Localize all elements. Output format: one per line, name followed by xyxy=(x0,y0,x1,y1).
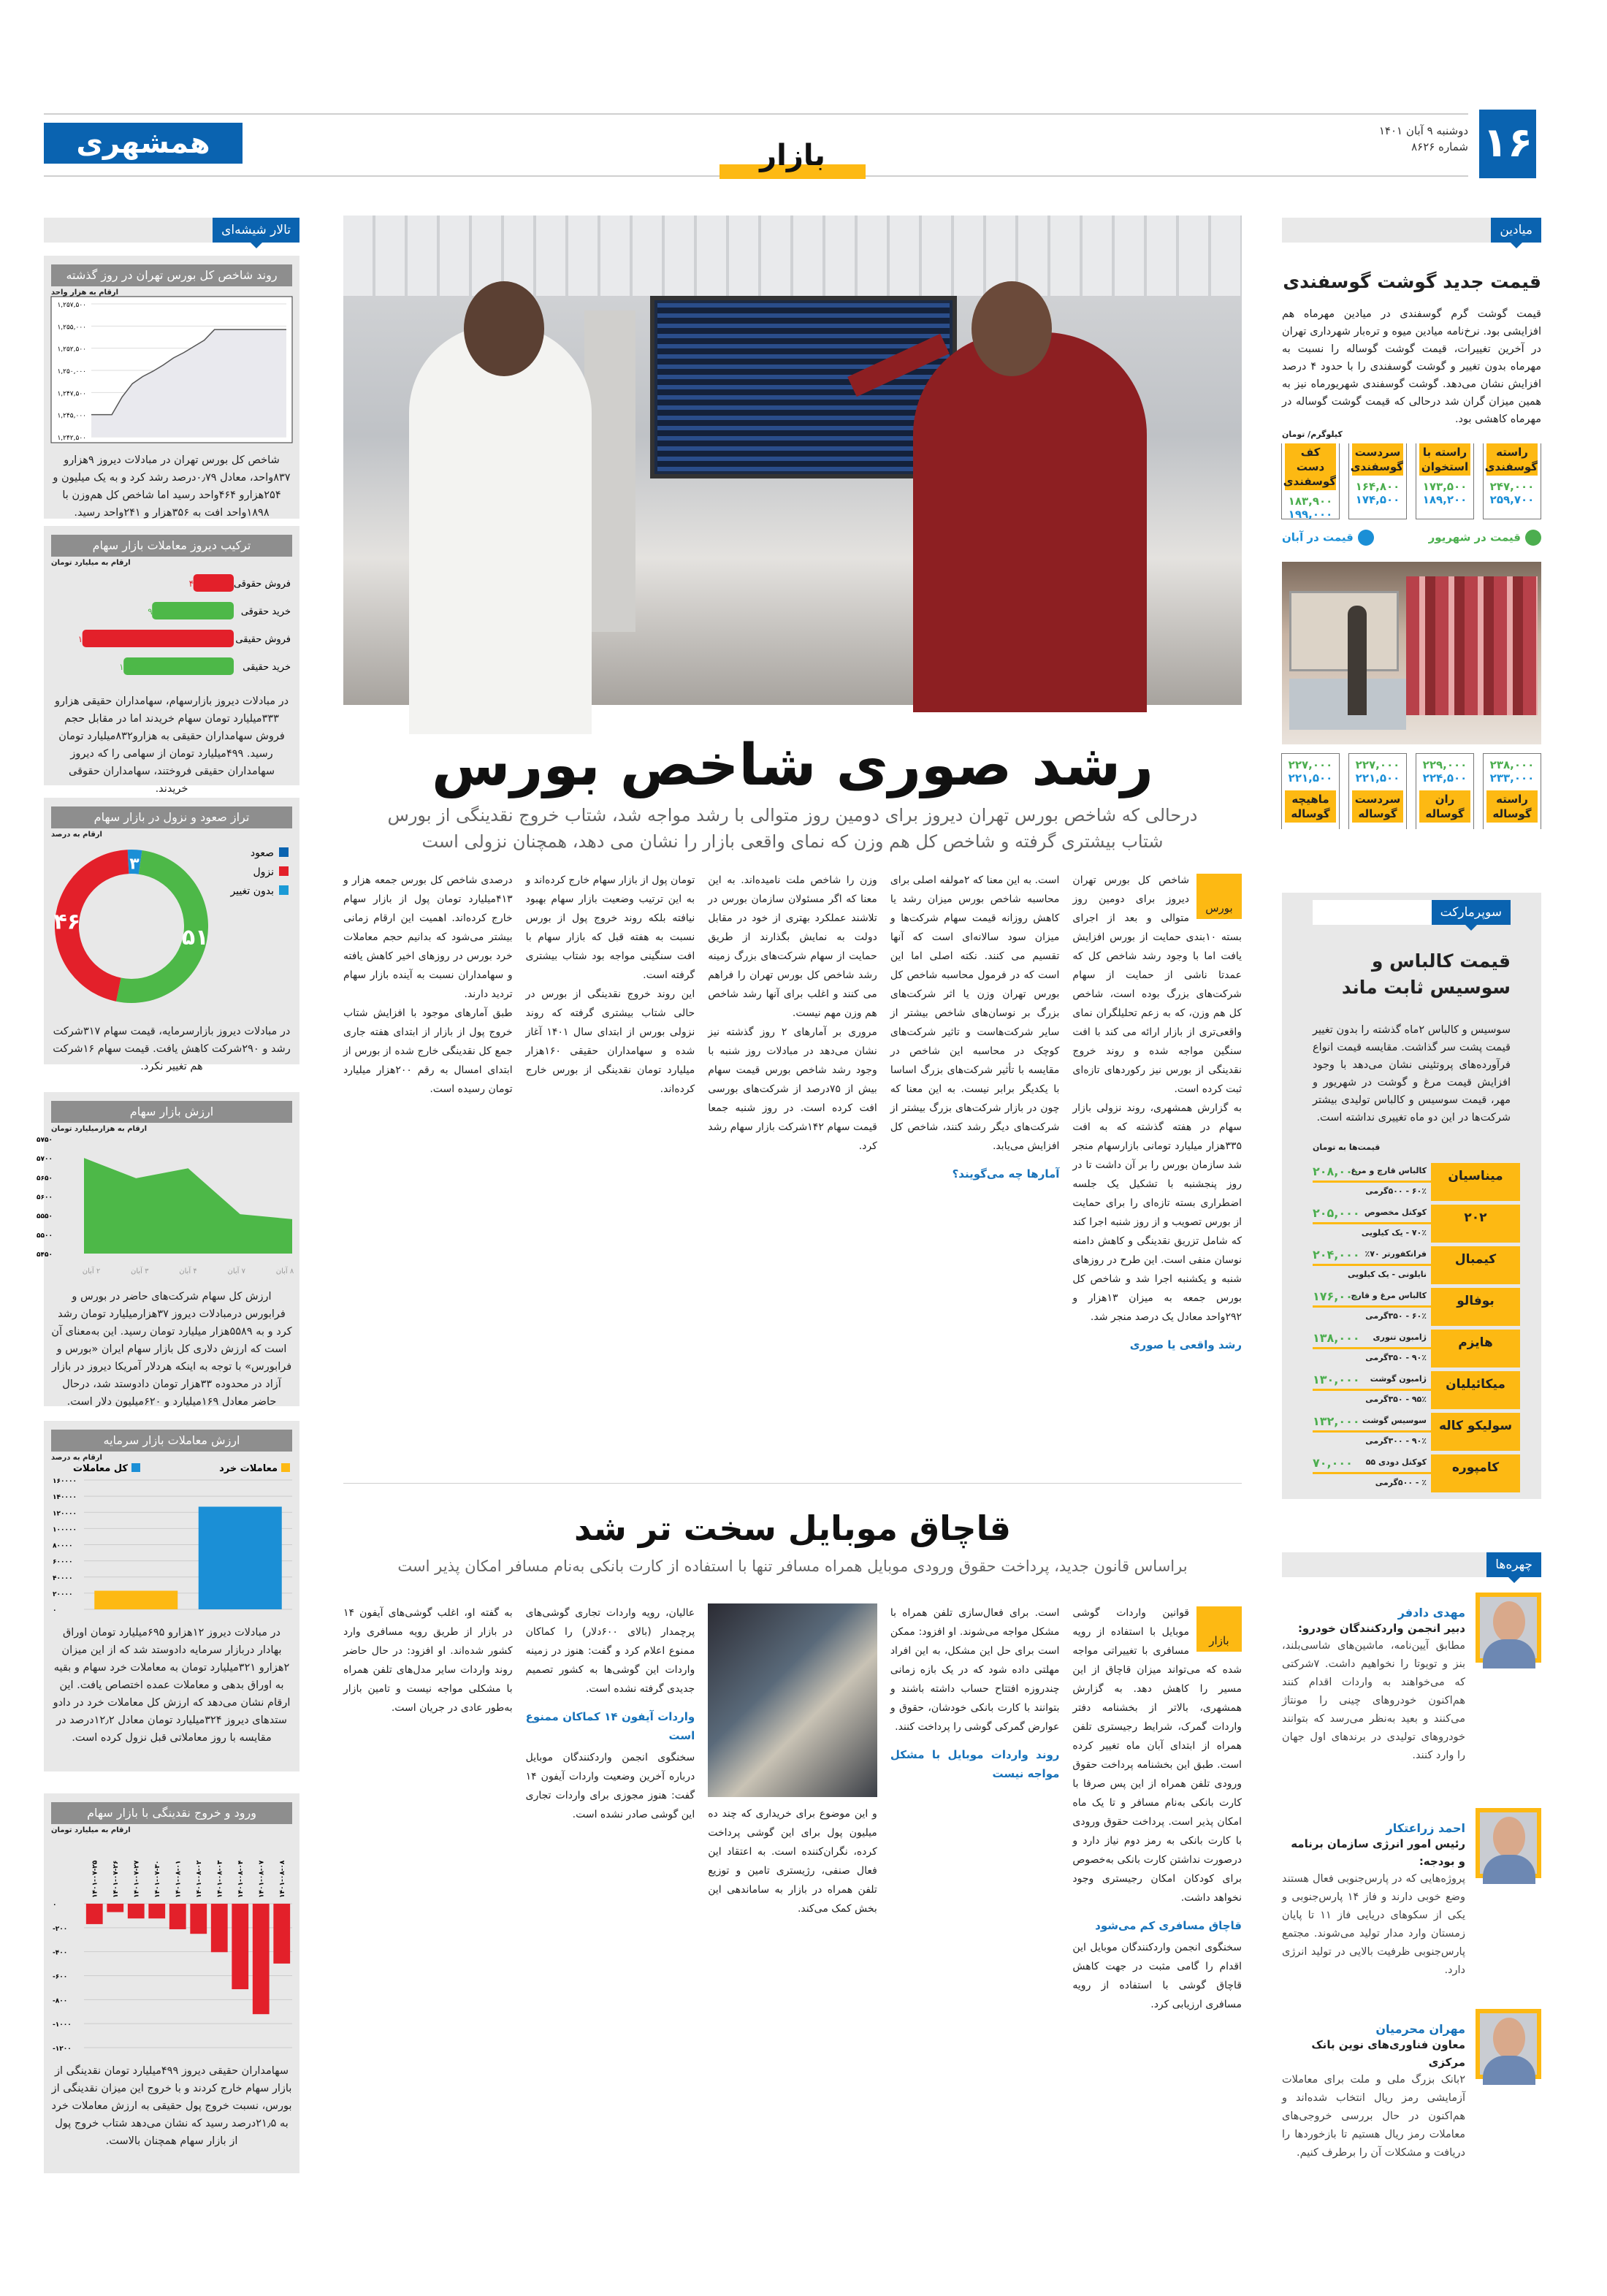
calf-price-boxes xyxy=(1282,753,1541,834)
product-price: ۱۷۶,۰۰۰ xyxy=(1313,1289,1360,1303)
slice-label: ۵۱ xyxy=(181,924,209,950)
product-price: ۲۰۸,۰۰۰ xyxy=(1313,1164,1360,1178)
x-tick-label: ۱۴۰۱-۰۸-۰۷ xyxy=(258,1860,266,1898)
meat-body: قیمت گوشت گرم گوسفندی در میادین مهرماه هم افزایشی بود. نرخ‌نامه میادین میوه و تره‌بار شهرداری تهران در آخرین تغییرات، قیمت گوشت گوساله را نسبت به مهرماه بدون تغییر و گوشت گوسفندی را با حدود ۴ درصد افزایش نشان می‌دهد. گوشت گوسفندی شهریورماه نیز به همین میزان گران شد درحالی که قیمت گوشت گوساله در مهرماه کاهشی بود. xyxy=(1282,308,1541,425)
glass-hall-tab xyxy=(44,218,299,243)
x-tick-label: ۱۴۰۱-۰۸-۰۴ xyxy=(237,1860,245,1898)
bar xyxy=(211,1904,228,1952)
price-shahrivar: ۲۳۸,۰۰۰ xyxy=(1489,758,1535,771)
brand-name: بوفالو xyxy=(1431,1288,1520,1326)
person-text xyxy=(1282,1593,1465,1765)
price-box xyxy=(1348,753,1407,829)
brand-name: هایزم xyxy=(1431,1330,1520,1368)
person-card xyxy=(1282,1593,1541,1765)
header-top-rule xyxy=(44,113,1468,115)
chart-svg xyxy=(51,1834,292,2053)
chart-svg xyxy=(51,839,292,1014)
price-box-label: سردست گوسفندی xyxy=(1352,443,1403,476)
tab-supermarket: سوپرمارکت xyxy=(1432,900,1511,925)
x-tick-label: ۱۴۰۱-۰۷-۲۷ xyxy=(133,1860,141,1898)
legend-label: کل معاملات xyxy=(73,1463,128,1474)
article-column xyxy=(526,871,695,1470)
y-tick-label: ۰ xyxy=(53,1902,57,1909)
chart-title: ورود و خروج نقدینگی با بازار سهام xyxy=(51,1802,292,1824)
product-name: سوسیس گوشت xyxy=(1362,1416,1427,1425)
article-subhead: واردات آیفون ۱۴ کماکان ممنوع است xyxy=(525,1710,695,1742)
bar-category-label: خرید حقوقی xyxy=(240,606,291,617)
row-rule xyxy=(1313,1222,1431,1224)
bar xyxy=(94,1591,178,1609)
chart-unit: ارقام به درصد xyxy=(51,1454,102,1462)
chart-unit: ارقام به میلیارد تومان xyxy=(51,559,131,567)
price-box-label: ران گوساله xyxy=(1419,790,1470,823)
person-name: مهران محرمیان xyxy=(1375,2022,1465,2036)
bar-category-label: فروش حقوقی xyxy=(233,579,291,590)
x-tick-label: ۱۴۰۱-۰۷-۲۶ xyxy=(112,1860,120,1898)
bar xyxy=(128,1904,145,1918)
row-rule xyxy=(1313,1430,1431,1433)
chart-box xyxy=(37,1092,299,1408)
meat-unit: کیلوگرم/ تومان xyxy=(1282,430,1343,439)
y-tick-label: -۸۰۰ xyxy=(53,1997,68,2005)
article-paragraph: به گفته او، اغلب گوشی‌های آیفون ۱۴ در بازار از طریق رویه مسافری وارد کشور شده‌اند. او افزود: در حال حاضر روند واردات سایر مدل‌های تلفن همراه با مشکلی مواجه نیست و تامین بازار به‌طور عادی در جریان است. xyxy=(343,1607,513,1714)
chart-unit: ارقام به میلیارد تومان xyxy=(51,1826,131,1834)
main-headline: رشد صوری شاخص بورس xyxy=(431,733,1154,798)
main-deck: درحالی که شاخص بورس تهران دیروز برای دومین روز متوالی با رشد مواجه شد، شتاب خروج نقدینگی از بورس شتاب بیشتری گرفته و شاخص کل هم وزن که نمای واقعی بازار را نشان می دهد، همچنان نزولی است xyxy=(387,805,1198,852)
y-tick-label: -۱۰۰۰ xyxy=(53,2021,72,2029)
bar xyxy=(232,1904,248,1989)
price-row xyxy=(1313,1163,1520,1201)
x-tick-label: ۱۴۰۱-۰۷-۳۰ xyxy=(153,1860,161,1898)
article-kicker: بازار xyxy=(1196,1606,1242,1652)
article-paragraph: قوانین واردات گوشی موبایل با استفاده از رویه مسافری با تغییراتی مواجه شده که می‌تواند میزان قاچاق از این مسیر را کاهش دهد. به گزارش همشهری، بالاتر از بخشنامه دفتر واردات گمرک، شرایط رجیستری تلفن همراه از ابتدای آبان ماه تغییر کرده است. طبق این بخشنامه پرداخت حقوق ورودی تلفن همراه از این پس صرفا با کارت بانکی به‌نام مسافر و تا یک ماه امکان پذیر است. پرداخت حقوق ورودی با کارت بانکی به رمز دوم نیاز دارد و درصورت نداشتن کارت بانکی به‌خصوص برای کودکان امکان رجیستری وجود نخواهد داشت. xyxy=(1072,1607,1242,1904)
x-tick-label: ۲ آبان xyxy=(82,1267,101,1275)
x-tick-label: ۱۴۰۱-۰۸-۰۲ xyxy=(195,1860,203,1898)
y-tick-label: ۵۵۰۰ xyxy=(37,1232,53,1240)
chart-unit: ارقام به درصد xyxy=(51,831,102,839)
price-shahrivar: ۱۶۴,۸۰۰ xyxy=(1355,480,1400,493)
product-spec: ۹۵٪ - ۳۵۰گرمی xyxy=(1365,1395,1427,1404)
brand-name: کیمبال xyxy=(1431,1246,1520,1284)
y-tick-label: ۵۵۵۰ xyxy=(37,1213,53,1221)
article-column xyxy=(1072,1603,1242,2173)
person-name: احمد زراعتکار xyxy=(1386,1821,1465,1835)
chart-caption: در مبادلات دیروز بازارسرمایه، قیمت سهام ۳۱۷شرکت رشد و ۲۹۰شرکت کاهش یافت. قیمت سهام ۱۶شرکت هم تغییر نکرد. xyxy=(53,1026,291,1072)
price-row xyxy=(1313,1330,1520,1368)
supermarket-title: قیمت کالباس و سوسیس ثابت ماند xyxy=(1341,950,1511,998)
price-aban: ۲۵۹,۷۰۰ xyxy=(1489,493,1535,506)
chart-unit: ارقام به هزار واحد xyxy=(51,289,119,297)
product-price: ۷۰,۰۰۰ xyxy=(1313,1456,1353,1470)
product-spec: نایلونی - یک کیلویی xyxy=(1347,1270,1427,1279)
product-spec: ۶۰٪ - ۳۵۰گرمی xyxy=(1365,1311,1427,1321)
y-tick-label: -۴۰۰ xyxy=(53,1949,68,1957)
article-column xyxy=(708,871,877,1470)
price-shahrivar: ۲۲۹,۰۰۰ xyxy=(1422,758,1467,771)
y-tick-label: ۱۲۰۰۰۰ xyxy=(53,1510,77,1518)
person-text xyxy=(1282,1808,1465,1980)
face-body xyxy=(1483,1639,1535,1668)
section-tab-bar xyxy=(1313,900,1511,925)
price-aban: ۲۲۱,۵۰۰ xyxy=(1288,771,1333,785)
row-rule xyxy=(1313,1472,1431,1474)
meat-prices-section xyxy=(1282,218,1541,834)
product-name: ژامبون گوشت xyxy=(1370,1374,1427,1384)
tab-faces: چهره‌ها xyxy=(1486,1552,1541,1577)
mobile-shop-photo xyxy=(708,1603,877,1797)
chart-box xyxy=(44,526,299,795)
person-quote: پروژه‌هایی که در پارس‌جنوبی فعال هستند وضع خوبی دارند و فاز ۱۴ پارس‌جنوبی و یکی از سکوهای دریایی فاز ۱۱ تا پایان زمستان وارد مدار تولید می‌شوند. مجتمع پارس‌جنوبی ظرفیت بالایی در تولید انرژی دارد. xyxy=(1282,1873,1466,1976)
product-spec: ۷۰٪ - یک کیلویی xyxy=(1361,1228,1427,1237)
bar-category-label: خرید حقیقی xyxy=(243,662,291,673)
bar xyxy=(123,657,234,675)
article-paragraph: این روند خروج نقدینگی از بورس در حالی شتاب بیشتری گرفته که روند نزولی بورس از ابتدای سال ۱۴۰۱ آغاز شده و سهامداران حقیقی ۱۶۰هزار میلیارد تومان نقدینگی از بورس خارج کرده‌اند. xyxy=(525,988,695,1095)
chart-box xyxy=(44,1793,299,2173)
product-price: ۱۳۲,۰۰۰ xyxy=(1313,1414,1360,1428)
price-row xyxy=(1313,1413,1520,1451)
legend-label: نزول xyxy=(253,866,274,878)
legend-swatch xyxy=(281,1463,290,1472)
price-box xyxy=(1281,753,1340,829)
bar-value-label: ۹۸۸ xyxy=(148,606,162,617)
price-legend xyxy=(1282,530,1541,546)
person-photo xyxy=(1476,1593,1541,1663)
issue-info xyxy=(1351,123,1468,155)
product-spec: ٪ - ۵۰۰گرمی xyxy=(1375,1478,1427,1487)
chart-svg xyxy=(51,1462,292,1615)
brand-name: میکائیلیان xyxy=(1431,1371,1520,1409)
article-column xyxy=(343,1603,513,2173)
legend-swatch xyxy=(131,1463,140,1472)
product-name: ژامبون تنوری xyxy=(1373,1332,1427,1342)
article-paragraph: طبق آمارهای موجود با افزایش شتاب خروج پول از بازار از ابتدای هفته جاری جمع کل نقدینگی خارج شده از بورس از ابتدای امسال به رقم ۲۰۰هزار میلیارد تومان رسیده است. xyxy=(343,1007,513,1095)
row-rule xyxy=(1313,1347,1431,1349)
legend-shahrivar-label: قیمت در شهریور xyxy=(1428,530,1521,544)
y-tick-label: -۱۲۰۰ xyxy=(53,2045,72,2053)
product-name: کوکتل مخصوص xyxy=(1364,1208,1427,1217)
supermarket-body: سوسیس و کالباس ۲ماه گذشته را بدون تغییر قیمت پشت سر گذاشت. مقایسه قیمت انواع فرآورده‌های پروتئینی نشان می‌دهد با وجود افزایش قیمت مرغ و گوشت در شهریور و مهر، قیمت سوسیس و کالباس تولیدی بیشتر شرکت‌ها در این دو ماه تغییری نداشته است. xyxy=(1313,1024,1511,1124)
article-paragraph: درصدی شاخص کل بورس جمعه هزار و ۴۱۳میلیارد تومان پول از بازار سهام خارج کرده‌اند. اهمیت این ارقام زمانی بیشتر می‌شود که بدانیم حجم معاملات خرد بورس در روزهای اخیر کاهش یافته و سهامداران نسبت به آینده بازار سهام تردید دارند. xyxy=(343,874,513,1000)
x-tick-label: ۱۴۰۱-۰۸-۰۳ xyxy=(216,1860,224,1898)
person-role: دبیر انجمن واردکنندگان خودرو: xyxy=(1297,1622,1465,1635)
bar-value-label: ۱۸۳۲ xyxy=(77,634,97,644)
second-deck: براساس قانون جدید، پرداخت حقوق ورودی موبایل همراه مسافر تنها با استفاده از کارت بانکی به‌نام مسافر امکان پذیر است xyxy=(397,1557,1188,1575)
chart-title: ترکیب دیروز معاملات بازار سهام xyxy=(51,535,292,557)
x-tick-label: ۷ آبان xyxy=(227,1267,246,1275)
legend-swatch xyxy=(279,885,289,895)
person-role: رئیس امور انرژی سازمان برنامه و بودجه: xyxy=(1291,1837,1465,1868)
article-subhead: رشد واقعی یا صوری xyxy=(1129,1338,1242,1351)
brand-name: میناسیان xyxy=(1431,1163,1520,1201)
product-name: فرانکفورتر ۷۰٪ xyxy=(1364,1249,1427,1259)
y-tick-label: ۵۷۵۰ xyxy=(37,1137,53,1144)
price-box xyxy=(1348,443,1407,519)
article-column xyxy=(708,1603,877,2173)
bar xyxy=(199,1507,282,1609)
row-rule xyxy=(1313,1264,1431,1266)
row-rule xyxy=(1313,1389,1431,1391)
brand-name: سولیکو کاله xyxy=(1431,1413,1520,1451)
second-headline: قاچاق موبایل سخت تر شد xyxy=(574,1509,1011,1548)
article-column xyxy=(526,1603,695,2173)
price-aban: ۲۲۴,۵۰۰ xyxy=(1422,771,1467,785)
price-shahrivar: ۲۲۷,۰۰۰ xyxy=(1288,758,1333,771)
article-paragraph: و این موضوع برای خریداری که چند ده میلیون پول برای این گوشی پرداخت کرده، نگران‌کننده است. به اعتقاد این فعال صنفی، رژیستری تامین و توزیع تلفن همراه در بازار به ساماندهی این بخش کمک می‌کند. xyxy=(708,1808,877,1915)
y-tick-label: ۱,۲۵۷,۵۰۰ xyxy=(57,302,86,309)
product-name: کوکتل دودی ۵۵ xyxy=(1365,1457,1427,1467)
x-tick-label: ۴ آبان xyxy=(179,1267,197,1275)
y-tick-label: -۶۰۰ xyxy=(53,1973,68,1981)
section-tab-bar xyxy=(44,218,299,243)
article-column xyxy=(1072,871,1242,1470)
chart-svg xyxy=(37,1133,294,1279)
price-box-label: کف دست گوسفندی xyxy=(1285,443,1336,490)
price-aban: ۲۲۱,۵۰۰ xyxy=(1355,771,1400,785)
bar xyxy=(107,1904,123,1912)
bar-value-label: ۴۸۹ xyxy=(188,579,204,589)
y-tick-label: ۱,۲۴۵,۰۰۰ xyxy=(57,412,86,420)
section-title xyxy=(719,135,866,179)
legend-label: معاملات خرد xyxy=(219,1463,278,1474)
article-column xyxy=(890,871,1060,1470)
y-tick-label: ۵۷۰۰ xyxy=(37,1156,53,1164)
person-photo xyxy=(1476,1808,1541,1878)
bar xyxy=(152,602,234,619)
legend-swatch xyxy=(279,866,289,876)
section-tab-bar xyxy=(1282,1552,1541,1577)
article-paragraph: وزن را شاخص ملت نامیده‌اند. به این معنا که اگر مسئولان سازمان بورس در تلاشند عملکرد بهتری از خود در مقابل دولت به نمایش بگذارند از طریق حمایت از سهام شرکت‌های بزرگ زمینه رشد شاخص کل بورس تهران را فراهم می کنند و اغلب برای آنها رشد شاخص هم وزن مهم نیست. xyxy=(708,874,877,1019)
article-paragraph: شاخص کل بورس تهران دیروز برای دومین روز متوالی و بعد از اجرای بسته ۱۰بندی حمایت از بورس افزایش یافت اما با وجود رشد شاخص کل که عمدتا ناشی از حمایت از سهام شرکت‌های بزرگ بوده است، شاخص کل هم وزن، که به زعم تحلیلگران نمای واقعی‌تری از بازار ارائه می کند با افت سنگین مواجه شده و روند خروج نقدینگی از بورس نیز رکوردهای تازه‌ای ثبت کرده است. xyxy=(1072,874,1242,1095)
legend-label: بدون تغییر xyxy=(230,885,274,897)
x-tick-label: ۸ آبان xyxy=(275,1267,294,1275)
price-aban: ۲۳۳,۰۰۰ xyxy=(1489,771,1535,785)
price-row xyxy=(1313,1246,1520,1284)
chart-title: تراز صعود و نزول در بازار سهام xyxy=(51,806,292,828)
price-box-label: سردست گوساله xyxy=(1352,790,1403,823)
newspaper-logo: همشهری xyxy=(44,123,243,164)
article-paragraph: سخنگوی انجمن واردکنندگان موبایل این اقدام را گامی مثبت در جهت کاهش قاچاق گوشی با استفاده از رویه مسافری ارزیابی کرد. xyxy=(1072,1942,1242,2010)
price-shahrivar: ۲۲۷,۰۰۰ xyxy=(1355,758,1400,771)
y-tick-label: ۱,۲۵۵,۰۰۰ xyxy=(57,324,86,332)
row-rule xyxy=(1313,1181,1431,1183)
article-paragraph: است. به این معنا که ۲مولفه اصلی برای محاسبه شاخص بورس میزان رشد یا کاهش روزانه قیمت سهام شرکت‌ها و میزان سود سالانه‌ای است که آنها تقسیم می کنند. نکته اصلی اما این است که در فرمول محاسبه شاخص کل بورس تهران وزن یا اثر شرکت‌های بزرگ بر نوسان‌های شاخص بیشتر از سایر شرکت‌هاست و تاثیر شرکت‌های کوچک در محاسبه این شاخص در مقایسه با تأثیر شرکت‌های بزرگ اساسا با یکدیگر برابر نیست. به این معنا که چون در بازار شرکت‌های بزرگ بیشتر از شرکت‌های دیگر رشد کنند، شاخص کل افزایش می‌یابد. xyxy=(890,874,1060,1152)
person-quote: مطابق آیین‌نامه، ماشین‌های شاسی‌بلند، بنز و تویوتا را نخواهیم داشت. ۷شرکتی که می‌خواهند به واردات اقدام کنند هم‌اکنون خودروهای چینی را مونتاژ می‌کنند و بعید به‌نظر می‌رسد که بتوانند خودروهای تولیدی در برندهای اول جهان را وارد کنند. xyxy=(1282,1640,1465,1761)
price-row xyxy=(1313,1454,1520,1492)
article-column xyxy=(890,1603,1060,2173)
chart-title: روند شاخص کل بورس تهران در روز گذشته xyxy=(51,264,292,286)
y-tick-label: ۱,۲۴۷,۵۰۰ xyxy=(57,390,86,398)
x-tick-label: ۳ آبان xyxy=(130,1267,149,1275)
y-tick-label: ۲۰۰۰۰ xyxy=(53,1590,73,1598)
price-shahrivar: ۲۴۷,۰۰۰ xyxy=(1489,480,1535,493)
y-tick-label: ۵۴۵۰ xyxy=(37,1251,53,1259)
price-box-label: راسته گوسفندی xyxy=(1486,443,1538,476)
chart-box xyxy=(44,798,299,1072)
price-box xyxy=(1416,753,1474,829)
bar-value-label: ۱۳۳۳ xyxy=(119,662,138,672)
y-tick-label: ۱,۲۴۲,۵۰۰ xyxy=(57,435,86,442)
tab-glass-hall: تالار شیشه‌ای xyxy=(213,218,299,243)
article-paragraph: است. برای فعال‌سازی تلفن همراه با مشکل مواجه می‌شوند. او افزود: ممکن است برای حل این مشکل، به این افراد مهلتی داده شود که در یک بازه زمانی چندروزه افتتاح حساب داشته باشند و بتوانند با کارت بانکی خودشان، حقوق و عوارض گمرکی گوشی را پرداخت کنند. xyxy=(890,1607,1060,1733)
article-paragraph: مروری بر آمارهای ۲ روز گذشته نیز نشان می‌دهد در مبادلات روز شنبه با وجود رشد شاخص بورس قیمت سهام بیش از ۷۵درصد از شرکت‌های بورسی افت کرده است. در روز شنبه جمعا قیمت سهام ۱۴۲شرکت بازار سهام رشد کرد. xyxy=(708,1026,877,1152)
chart-caption: سهامداران حقیقی دیروز ۴۹۹میلیارد تومان نقدینگی از بازار سهام خارج کردند و با خروج این میزان نقدینگی از بورس، نسبت خروج پول حقیقی به ارزش معاملات خرد به ۲۱٫۵درصد رسید که نشان می‌دهد شتاب خروج پول از بازار سهام همچنان بالاست. xyxy=(51,2065,292,2147)
person-photo xyxy=(1476,2009,1541,2079)
chart-caption: ارزش کل سهام شرکت‌های حاضر در بورس و فرابورس درمبادلات دیروز ۳۷هزارمیلیارد تومان رشد کرد و به ۵۵۸۹هزار میلیارد تومان رسید. این به‌معنای آن است که ارزش دلاری کل بازار سهام ایران «بورس و فرابورس» با توجه به اینکه هردلار آمریکا دیروز در بازار آزاد در محدوده ۳۳هزار تومان دادوستد شد، درحال حاضر معادل ۱۶۹میلیارد و ۶۲۰میلیون دلار است. xyxy=(51,1291,292,1408)
price-aban: ۱۸۹,۲۰۰ xyxy=(1422,493,1467,506)
chart-box xyxy=(44,1421,299,1771)
bar xyxy=(190,1904,207,1934)
product-spec: ۶۰٪ - ۵۰۰گرمی xyxy=(1365,1186,1427,1196)
chart-title: ارزش معاملات بازار سرمایه xyxy=(51,1430,292,1452)
bar xyxy=(273,1904,290,1964)
price-box-label: ماهیچه گوساله xyxy=(1285,790,1336,823)
supermarket-unit: قیمت‌ها به تومان xyxy=(1313,1143,1381,1152)
price-row xyxy=(1313,1371,1520,1409)
price-box xyxy=(1483,753,1541,829)
y-tick-label: ۱,۲۵۲,۵۰۰ xyxy=(57,346,86,354)
y-tick-label: ۱,۲۵۰,۰۰۰ xyxy=(57,368,86,375)
y-tick-label: ۴۰۰۰۰ xyxy=(53,1574,73,1582)
price-row xyxy=(1313,1205,1520,1243)
legend-aban-label: قیمت در آبان xyxy=(1282,530,1354,544)
y-tick-label: ۸۰۰۰۰ xyxy=(53,1542,73,1550)
article-paragraph: به گزارش همشهری، روند نزولی بازار سهام در هفته گذشته که به افت ۳۳۵هزار میلیارد تومانی بازارسهام منجر شد سازمان بورس را بر آن داشت تا در روز پنجشنبه با تشکیل یک جلسه اضطراری بسته تازه‌ای را برای حمایت از بورس تصویب و از روز شنبه اجرا کند که شامل تزریق نقدینگی و کاهش دامنه نوسان منفی است. این طرح در روزهای شنبه و یکشنبه اجرا شد و شاخص کل بورس جمعه به میزان ۱۳هزار و ۲۹۲واحد معادل یک درصد منجر شد. xyxy=(1072,1102,1243,1323)
row-rule xyxy=(1313,1305,1431,1308)
article-paragraph: سخنگوی انجمن واردکنندگان موبایل درباره آخرین وضعیت واردات آیفون ۱۴ گفت: هنوز مجوزی برای واردات تجاری این گوشی صادر نشده است. xyxy=(525,1752,695,1820)
price-row xyxy=(1313,1288,1520,1326)
person-card xyxy=(1282,2009,1541,2162)
person-quote: ۲بانک بزرگ ملی و ملت برای معاملات آزمایشی رمز ریال انتخاب شده‌اند و هم‌اکنون در حال بررسی خروجی‌های معاملات رمز ریال هستیم تا بازخوردها را دریافت و مشکلات آن را برطرف کنیم. xyxy=(1282,2074,1465,2159)
article-paragraph: تومان پول از بازار سهام خارج کرده‌اند و به این ترتیب وضعیت بازار سهام بهبود نیافته بلکه روند خروج پول از بورس نسبت به هفته قبل که بازار سهام با افت سنگینی مواجه بود شتاب بیشتری گرفته است. xyxy=(525,874,695,981)
butcher-shop-photo xyxy=(1282,562,1541,744)
bar xyxy=(83,630,234,647)
y-tick-label: ۵۶۰۰ xyxy=(37,1194,53,1202)
y-tick-label: ۰ xyxy=(53,1607,57,1614)
price-shahrivar: ۱۸۳,۹۰۰ xyxy=(1288,495,1333,508)
face-body xyxy=(1483,1855,1535,1884)
price-aban: ۱۹۹,۰۰۰ xyxy=(1288,508,1333,521)
market-value-area xyxy=(84,1158,292,1254)
x-tick-label: ۱۴۰۱-۰۷-۲۵ xyxy=(91,1860,99,1898)
price-box xyxy=(1281,443,1340,519)
product-name: کالباس قارچ و مرغ xyxy=(1351,1166,1427,1175)
chart-caption: در مبادلات دیروز بازارسهام، سهامداران حقیقی هزارو ۳۳۳میلیارد تومان سهام خریدند اما در مقابل حجم فروش سهامداران حقیقی به هزارو۸۳۲میلیارد تومان رسید. ۴۹۹میلیارد تومان از سهامی را که دیروز سهامداران حقیقی فروختند، سهامداران حقوقی خریدند. xyxy=(54,695,289,795)
chart-unit: ارقام به هزارمیلیارد تومان xyxy=(51,1125,148,1133)
article-kicker: بورس xyxy=(1196,874,1242,919)
meat-title: قیمت جدید گوشت گوسفندی xyxy=(1283,271,1541,292)
faces-section xyxy=(1282,1552,1541,2173)
y-tick-label: ۵۶۵۰ xyxy=(37,1175,53,1183)
tab-maidan: میادین xyxy=(1491,218,1541,243)
slice-label: ۴۶ xyxy=(53,909,81,935)
person-card xyxy=(1282,1808,1541,1980)
section-label: بازار xyxy=(760,139,825,172)
price-box-label: راسته با استخوان xyxy=(1419,443,1470,476)
bar-category-label: فروش حقیقی xyxy=(235,634,291,645)
bar xyxy=(169,1904,186,1929)
product-price: ۱۳۰,۰۰۰ xyxy=(1313,1373,1360,1387)
bar xyxy=(253,1904,270,2014)
y-tick-label: ۶۰۰۰۰ xyxy=(53,1558,73,1566)
legend-shahrivar xyxy=(1429,530,1541,546)
second-article-body xyxy=(343,1603,1242,2173)
person-text xyxy=(1282,2009,1465,2162)
legend-aban xyxy=(1282,530,1374,546)
legend-label: صعود xyxy=(250,847,274,859)
chart-box xyxy=(44,256,299,519)
product-price: ۱۳۸,۰۰۰ xyxy=(1313,1331,1360,1345)
slice-label: ۳ xyxy=(129,855,140,874)
x-tick-label: ۱۴۰۱-۰۸-۰۱ xyxy=(175,1860,183,1898)
main-article-body xyxy=(343,871,1242,1470)
brand-name: کامپوره xyxy=(1431,1454,1520,1492)
face-head xyxy=(1493,1601,1525,1642)
legend-swatch xyxy=(279,847,289,857)
stock-exchange-photo xyxy=(343,216,1242,705)
page-number: ۱۶ xyxy=(1479,110,1536,178)
chart-title: ارزش بازار سهام xyxy=(51,1101,292,1123)
product-price: ۲۰۴,۰۰۰ xyxy=(1313,1248,1360,1262)
person-name: مهدی دادفر xyxy=(1397,1606,1465,1620)
face-body xyxy=(1483,2056,1535,2085)
issue-number: شماره ۸۶۲۶ xyxy=(1411,140,1468,153)
brand-name: ۲۰۲ xyxy=(1431,1205,1520,1243)
person-role: معاون فناوری‌های نوین بانک مرکزی xyxy=(1311,2038,1465,2069)
article-subhead: روند واردات موبایل با مشکل مواجه نیست xyxy=(890,1748,1060,1780)
article-paragraph: عالیان، رویه واردات تجاری گوشی‌های پرچمدار (بالای ۶۰۰دلار) را کماکان ممنوع اعلام کرد و گفت: هنوز در زمینه واردات این گوشی‌ها به کشور تصمیم جدیدی گرفته نشده است. xyxy=(525,1607,695,1695)
face-head xyxy=(1493,1817,1525,1858)
chart-caption: شاخص کل بورس تهران در مبادلات دیروز ۹هزارو ۸۳۷واحد، معادل ۰٫۷۹درصد رشد کرد و به یک میلیون و ۲۵۴هزارو ۴۶۴واحد رسید اما شاخص کل هم‌وزن با ۱۸۹۸واحد افت به ۳۵۶هزار و ۲۴۱واحد رسید. xyxy=(53,454,291,519)
sheep-price-boxes xyxy=(1282,443,1541,524)
x-tick-label: ۱۴۰۱-۰۸-۰۸ xyxy=(278,1860,286,1898)
article-subhead: آمارها چه می‌گویند؟ xyxy=(952,1167,1060,1181)
article-column xyxy=(343,871,513,1470)
price-box xyxy=(1416,443,1474,519)
article-divider xyxy=(343,1483,1242,1484)
bar xyxy=(86,1904,103,1924)
green-dot-icon xyxy=(1525,530,1541,546)
product-price: ۲۰۵,۰۰۰ xyxy=(1313,1206,1360,1220)
blue-dot-icon xyxy=(1358,530,1374,546)
price-shahrivar: ۱۷۳,۵۰۰ xyxy=(1422,480,1467,493)
product-name: کالباس مرغ و قارچ xyxy=(1351,1291,1427,1300)
y-tick-label: ۱۰۰۰۰۰ xyxy=(53,1526,77,1534)
product-spec: ۹۰٪ - ۳۵۰گرمی xyxy=(1365,1353,1427,1362)
section-tab-bar xyxy=(1282,218,1541,243)
supermarket-section xyxy=(1282,893,1541,1499)
y-tick-label: -۲۰۰ xyxy=(53,1925,68,1933)
price-box xyxy=(1483,443,1541,519)
product-spec: ۹۰٪ - ۳۰۰گرمی xyxy=(1365,1436,1427,1446)
y-tick-label: ۱۶۰۰۰۰ xyxy=(53,1478,77,1485)
bar xyxy=(148,1904,165,1918)
chart-caption: در مبادلات دیروز ۱۲هزارو ۶۹۵میلیارد تومان اوراق بهادار دربازار سرمایه دادوستد شد که از این میزان ۲هزارو ۳۲۱میلیارد تومان به معاملات خرد سهام و بقیه به اوراق بدهی و معاملات عمده اختصاص یافت. این ارقام نشان می‌دهد که ارزش کل معاملات خرد در دادو ستدهای دیروز ۳۲۴میلیارد تومان معادل ۱۲٫۲درصد در مقایسه با روز معاملاتی قبل نزول کرده است. xyxy=(53,1627,291,1744)
face-head xyxy=(1493,2018,1525,2059)
chart-svg xyxy=(51,297,292,443)
chart-svg xyxy=(51,567,292,684)
price-aban: ۱۷۴,۵۰۰ xyxy=(1355,493,1400,506)
y-tick-label: ۱۴۰۰۰۰ xyxy=(53,1494,77,1502)
price-box-label: راسته گوساله xyxy=(1486,790,1538,823)
issue-date: دوشنبه ۹ آبان ۱۴۰۱ xyxy=(1378,124,1468,137)
article-subhead: قاچاق مسافری کم می‌شود xyxy=(1095,1919,1242,1932)
